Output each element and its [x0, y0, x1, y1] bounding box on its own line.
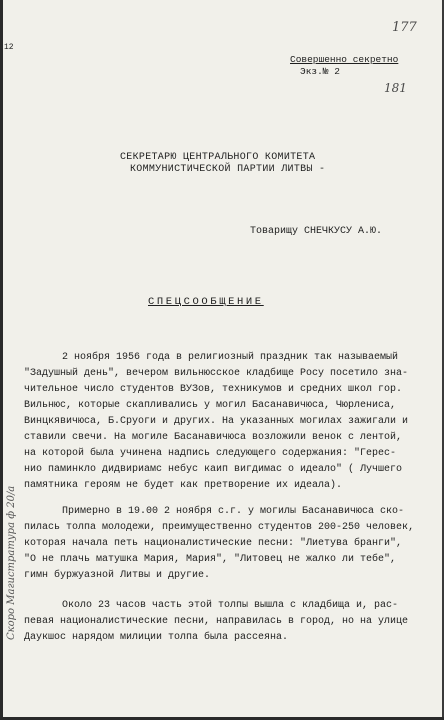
addressee-comrade: Товарищу СНЕЧКУСУ А.Ю.: [250, 226, 383, 237]
copy-number: Экз.№ 2: [300, 66, 340, 77]
handwritten-margin-note: Скоро Магистратура ф 20/а: [6, 485, 17, 640]
paragraph-1-line-1: 2 ноября 1956 года в религиозный праздник так называемый: [62, 352, 399, 363]
paragraph-2-line-3: которая начала петь националистические песни: "Лиетува бранги",: [24, 538, 403, 549]
paragraph-2-line-4: "О не плачь матушка Мария, Мария", "Литовец не жалко ли тебе",: [24, 554, 397, 565]
page-number: 12: [4, 43, 14, 52]
addressee-line-1: СЕКРЕТАРЮ ЦЕНТРАЛЬНОГО КОМИТЕТА: [120, 152, 316, 163]
paragraph-2-line-5: гимн буржуазной Литвы и другие.: [24, 570, 211, 581]
paragraph-1-line-7: на которой была учинена надпись следующего содержания: "Герес-: [24, 448, 397, 459]
classification-label: Совершенно секретно: [290, 54, 399, 65]
handwritten-number-second: 181: [384, 81, 407, 95]
paragraph-1-line-8: нио паминкло дидвириамс небус каип вигдимас о идеало" ( Лучшего: [24, 464, 403, 475]
paragraph-2-line-2: пилась толпа молодежи, преимущественно студентов 200-250 человек,: [24, 522, 415, 533]
addressee-line-2: КОММУНИСТИЧЕСКОЙ ПАРТИИ ЛИТВЫ -: [130, 164, 326, 175]
paragraph-3-line-3: Даукшос нарядом милиции толпа была рассеяна.: [24, 632, 289, 643]
scan-edge-left: [0, 0, 3, 720]
paragraph-1-line-3: чительное число студентов ВУЗов, техникумов и средних школ гор.: [24, 384, 403, 395]
handwritten-number-top: 177: [392, 20, 417, 35]
paragraph-1-line-2: "Задушный день", вечером вильнюсское кладбище Росу посетило зна-: [24, 368, 409, 379]
paragraph-3-line-2: певая националистические песни, направилась в город, но на улице: [24, 616, 409, 627]
paragraph-1-line-5: Винцкявичюса, Б.Сруоги и других. На указанных могилах зажигали и: [24, 416, 409, 427]
paragraph-1-line-9: памятника героям не будет как претворение их идеала).: [24, 480, 343, 491]
paragraph-1-line-4: Вильнюс, которые скапливались у могил Басанавичюса, Чюрлениса,: [24, 400, 397, 411]
paragraph-3-line-1: Около 23 часов часть этой толпы вышла с кладбища и, рас-: [62, 600, 399, 611]
document-title: СПЕЦСООБЩЕНИЕ: [148, 296, 264, 308]
paragraph-1-line-6: ставили свечи. На могиле Басанавичюса возложили венок с лентой,: [24, 432, 403, 443]
paragraph-2-line-1: Примерно в 19.00 2 ноября с.г. у могилы Басанавичюса ско-: [62, 506, 405, 517]
